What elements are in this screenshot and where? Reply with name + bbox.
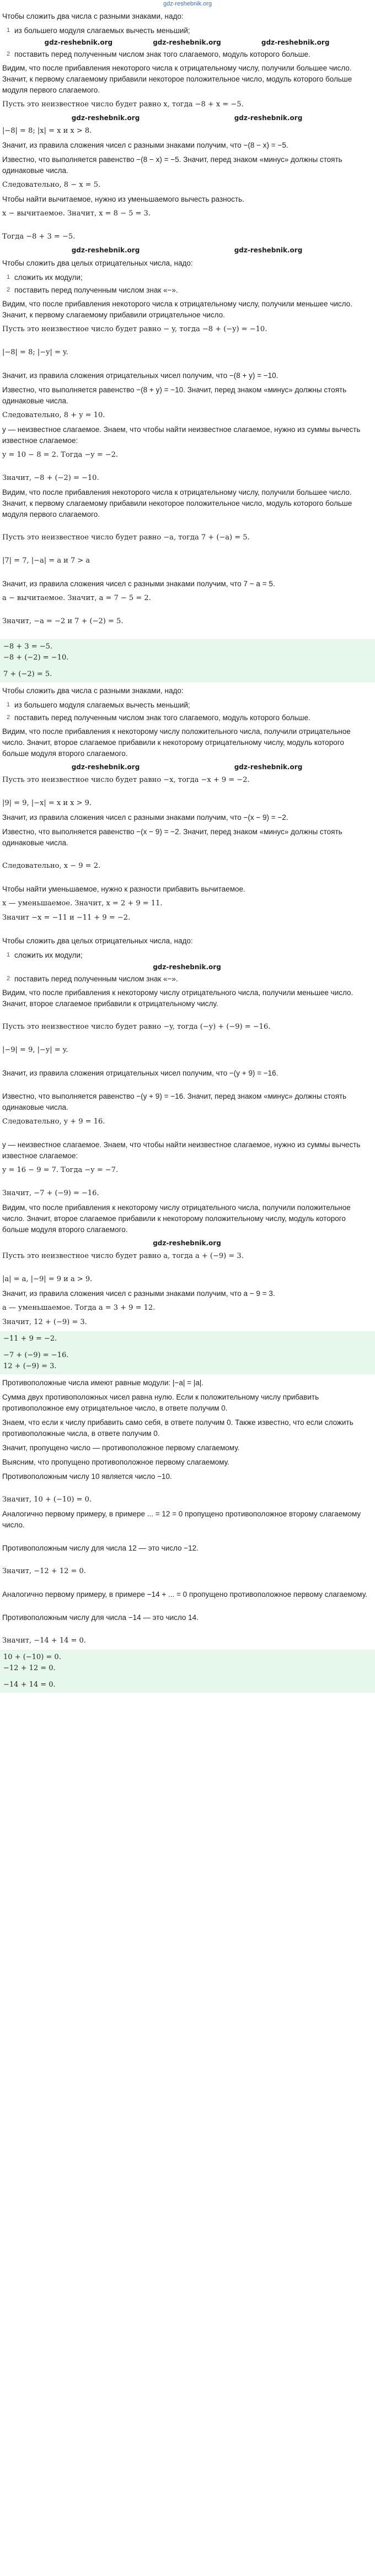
step-text: из большего модуля слагаемых вычесть меньший; (14, 701, 190, 709)
equation: Значит, −14 + 14 = 0. (2, 1637, 86, 1645)
rule-step (2, 974, 372, 984)
step-number: 2 (7, 287, 10, 293)
spacer (2, 1059, 372, 1065)
paragraph: Видим, что после прибавления некоторого числа к отрицательному числу, получили меньшее число. Значит, к первому слагаемому прибавили отрицательное число. (2, 300, 352, 319)
equation: Пусть это неизвестное число будет равно −y, тогда (−y) + (−9) = −16. (2, 1023, 271, 1031)
paragraph: Сумма двух противоположных чисел равна нулю. Если к положительному числу прибавить противоположное ему отрицательное число, в ответе получим 0. (2, 1393, 319, 1412)
step-number: 1 (7, 701, 10, 708)
paragraph: y — неизвестное слагаемое. Знаем, что чтобы найти неизвестное слагаемое, нужно из суммы вычесть известное слагаемое: (2, 1141, 361, 1160)
equation: x − вычитаемое. Значит, x = 8 − 5 = 3. (2, 209, 151, 218)
spacer (2, 223, 372, 228)
spacer (2, 1131, 372, 1136)
rule-step (2, 285, 372, 295)
step-number: 2 (7, 51, 10, 57)
watermark-row (2, 246, 372, 255)
paragraph: Видим, что после прибавления некоторого числа к отрицательному числу, получили большее число. Значит, к первому слагаемому прибавили некоторое положительное число, модуль которого больше модуля первого слагаемого. (2, 64, 352, 94)
spacer (3, 663, 372, 669)
step-text: поставить перед полученным числом знак «−». (14, 975, 178, 983)
spacer (3, 1344, 372, 1350)
paragraph: Известно, что выполняется равенство −(y + 9) = −16. Значит, перед знаком «минус» должны стоять одинаковые числа. (2, 1092, 347, 1111)
equation: Пусть это неизвестное число будет равно x, тогда −8 + x = −5. (2, 100, 244, 109)
spacer (2, 927, 372, 932)
paragraph: Противоположным числу для числа 12 — это число −12. (2, 1544, 199, 1552)
rule-step (2, 49, 372, 60)
step-number: 1 (7, 274, 10, 280)
paragraph: Значит, из правила сложения чисел с разными знаками получим, что 7 − a = 5. (2, 580, 275, 588)
equation: |a| = a, |−9| = 9 и a > 9. (2, 1275, 93, 1283)
answer-line: −14 + 14 = 0. (3, 1681, 56, 1689)
paragraph: Противоположным числу 10 является число −10. (2, 1472, 172, 1481)
equation: Следовательно, x − 9 = 2. (2, 862, 101, 870)
equation: Тогда −8 + 3 = −5. (2, 233, 76, 241)
paragraph: Видим, что после прибавления к некоторому числу отрицательного числа, получили положительное число. Значит, второе слагаемое прибавили к некоторому положительному числу, модуль которого больше модуля второго слагаемого. (2, 1203, 351, 1234)
equation: Значит, −12 + 12 = 0. (2, 1567, 86, 1575)
site-header[interactable]: gdz-reshebnik.org (163, 1, 212, 7)
answer-line: −8 + (−2) = −10. (3, 654, 69, 662)
spacer (2, 570, 372, 575)
rule-intro: Чтобы сложить два целых отрицательных числа, надо: (2, 937, 193, 945)
watermark-row (2, 963, 372, 971)
equation: y = 16 − 9 = 7. Тогда −y = −7. (2, 1166, 119, 1174)
rule-step (2, 272, 372, 283)
watermark: gdz-reshebnik.org (153, 963, 221, 971)
rule-step (2, 950, 372, 960)
equation: Значит, −8 + (−2) = −10. (2, 474, 99, 482)
watermark: gdz-reshebnik.org (234, 763, 303, 771)
spacer (2, 338, 372, 344)
step-text: поставить перед полученным числом знак «−». (14, 286, 178, 294)
paragraph: Противоположным числу для числа −14 — это число 14. (2, 1613, 199, 1622)
spacer (2, 1580, 372, 1586)
equation: x — уменьшаемое. Значит, x = 2 + 9 = 11. (2, 899, 163, 908)
step-text: поставить перед полученным числом знак того слагаемого, модуль которого больше. (14, 50, 310, 58)
step-number: 2 (7, 975, 10, 982)
equation: a — уменьшаемое. Тогда a = 3 + 9 = 12. (2, 1304, 156, 1312)
spacer (2, 1534, 372, 1540)
spacer (2, 607, 372, 613)
paragraph: Значит, из правила сложения отрицательных чисел получим, что −(8 + y) = −10. (2, 371, 278, 380)
rule-intro: Чтобы сложить два числа с разными знаками, надо: (2, 12, 184, 20)
equation: |9| = 9, |−x| = x и x > 9. (2, 799, 92, 807)
rule-step (2, 700, 372, 710)
paragraph: Видим, что после прибавления к некоторому числу отрицательного числа, получили меньшее число. Значит, второе слагаемое прибавили к отрицательному числу. (2, 989, 353, 1008)
paragraph: Значит, из правила сложения чисел с разными знаками получим, что a − 9 = 3. (2, 1289, 275, 1298)
equation: Пусть это неизвестное число будет равно −a, тогда 7 + (−a) = 5. (2, 533, 250, 542)
equation: Пусть это неизвестное число будет равно a, тогда a + (−9) = 3. (2, 1252, 244, 1260)
watermark-row (2, 38, 372, 47)
paragraph: Видим, что после прибавления к некоторому числу положительного числа, получили отрицательное число. Значит, второе слагаемое прибавили к некоторому отрицательному числу, модуль которого больше модуля второго слагаемого. (2, 727, 351, 758)
equation: |−8| = 8; |x| = x и x > 8. (2, 127, 92, 135)
paragraph: y — неизвестное слагаемое. Знаем, что чтобы найти неизвестное слагаемое, нужно из суммы вычесть известное слагаемое: (2, 425, 361, 445)
step-number: 2 (7, 714, 10, 721)
spacer (2, 1603, 372, 1609)
watermark: gdz-reshebnik.org (71, 763, 140, 771)
spacer (2, 630, 372, 636)
equation: |7| = 7, |−a| = a и 7 > a (2, 557, 90, 565)
step-number: 1 (7, 27, 10, 34)
watermark: gdz-reshebnik.org (153, 39, 221, 46)
rule-step (2, 25, 372, 36)
spacer (2, 1557, 372, 1563)
paragraph: Известно, что выполняется равенство −(x − 9) = −2. Значит, перед знаком «минус» должны стоять одинаковые числа. (2, 828, 342, 847)
paragraph: Значит, пропущено число — противоположное первому слагаемому. (2, 1444, 240, 1452)
spacer (2, 547, 372, 552)
spacer (3, 1674, 372, 1679)
paragraph: Выясним, что пропущено противоположное первому слагаемому. (2, 1458, 229, 1466)
equation: Пусть это неизвестное число будет равно − y, тогда −8 + (−y) = −10. (2, 325, 267, 333)
paragraph: Известно, что выполняется равенство −(8 + y) = −10. Значит, перед знаком «минус» должны стоять одинаковые числа. (2, 386, 347, 405)
paragraph: Чтобы найти уменьшаемое, нужно к разности прибавить вычитаемое. (2, 885, 245, 893)
watermark: gdz-reshebnik.org (261, 39, 330, 46)
watermark: gdz-reshebnik.org (153, 1239, 221, 1247)
answer-line: −12 + 12 = 0. (3, 1664, 56, 1672)
spacer (2, 875, 372, 881)
step-text: сложить их модули; (14, 951, 83, 959)
paragraph: Аналогично первому примеру, в примере −14 + ... = 0 пропущено противоположное первому слагаемому. (2, 1590, 367, 1598)
equation: Следовательно, 8 − x = 5. (2, 181, 101, 189)
paragraph: Знаем, что если к числу прибавить само себя, в ответе получим 0. Также известно, что если сложить противоположные числа, в ответе получим 0. (2, 1418, 353, 1438)
step-text: сложить их модули; (14, 273, 83, 282)
watermark: gdz-reshebnik.org (234, 246, 303, 254)
spacer (2, 1082, 372, 1088)
watermark-row (2, 114, 372, 122)
paragraph: Значит, из правила сложения отрицательных чисел получим, что −(y + 9) = −16. (2, 1069, 278, 1077)
solution-content (0, 11, 375, 1693)
paragraph: Значит, из правила сложения чисел с разными знаками получим, что −(x − 9) = −2. (2, 813, 288, 822)
answer-box (0, 639, 375, 682)
spacer (2, 789, 372, 795)
equation: a − вычитаемое. Значит, a = 7 − 5 = 2. (2, 594, 151, 602)
answer-line: −7 + (−9) = −16. (3, 1351, 69, 1359)
watermark: gdz-reshebnik.org (44, 39, 113, 46)
equation: Значит, 12 + (−9) = 3. (2, 1318, 87, 1326)
answer-line: −8 + 3 = −5. (3, 642, 53, 651)
equation: Следовательно, y + 9 = 16. (2, 1117, 105, 1126)
paragraph: Чтобы найти вычитаемое, нужно из уменьшаемого вычесть разность. (2, 195, 244, 203)
step-text: поставить перед полученным числом знак того слагаемого, модуль которого больше. (14, 714, 310, 722)
equation: Значит, −a = −2 и 7 + (−2) = 5. (2, 617, 124, 625)
equation: |−8| = 8; |−y| = y. (2, 348, 68, 357)
paragraph: Аналогично первому примеру, в примере ... = 12 = 0 пропущено противоположное второму слагаемому число. (2, 1510, 361, 1529)
spacer (2, 1179, 372, 1185)
step-text: из большего модуля слагаемых вычесть меньший; (14, 26, 190, 35)
watermark: gdz-reshebnik.org (234, 114, 303, 122)
paragraph: Видим, что после прибавления некоторого числа к отрицательному числу, получили большее число. Значит, к первому слагаемому прибавили некоторое положительное число, модуль которого больше модуля первого слагаемого. (2, 488, 352, 519)
equation: Пусть это неизвестное число будет равно −x, тогда −x + 9 = −2. (2, 776, 250, 784)
answer-line: 12 + (−9) = 3. (3, 1362, 57, 1370)
paragraph: Противоположные числа имеют равные модули: |−a| = |a|. (2, 1379, 203, 1387)
watermark: gdz-reshebnik.org (71, 246, 140, 254)
spacer (2, 1036, 372, 1041)
equation: Значит, −7 + (−9) = −16. (2, 1189, 99, 1197)
equation: |−9| = 9, |−y| = y. (2, 1046, 68, 1054)
answer-line: −11 + 9 = −2. (3, 1335, 57, 1343)
spacer (2, 1265, 372, 1271)
rule-intro: Чтобы сложить два числа с разными знаками, надо: (2, 687, 184, 695)
equation: Следовательно, 8 + y = 10. (2, 411, 105, 419)
answer-box (0, 1331, 375, 1374)
spacer (2, 361, 372, 367)
step-number: 1 (7, 952, 10, 958)
answer-box (0, 1650, 375, 1693)
watermark-row (2, 763, 372, 771)
spacer (2, 1627, 372, 1632)
paragraph: Известно, что выполняется равенство −(8 − x) = −5. Значит, перед знаком «минус» должны стоять одинаковые числа. (2, 155, 342, 175)
answer-line: 10 + (−10) = 0. (3, 1653, 61, 1661)
rule-intro: Чтобы сложить два целых отрицательных числа, надо: (2, 259, 193, 267)
spacer (2, 464, 372, 469)
watermark-row (2, 1239, 372, 1248)
spacer (2, 1486, 372, 1491)
equation: y = 10 − 8 = 2. Тогда −y = −2. (2, 451, 119, 459)
spacer (2, 523, 372, 529)
equation: Значит, 10 + (−10) = 0. (2, 1495, 92, 1504)
watermark: gdz-reshebnik.org (71, 114, 140, 122)
paragraph: Значит, из правила сложения чисел с разными знаками получим, что −(8 − x) = −5. (2, 141, 288, 149)
answer-line: 7 + (−2) = 5. (3, 670, 52, 678)
rule-step (2, 712, 372, 723)
spacer (2, 1013, 372, 1018)
equation: Значит −x = −11 и −11 + 9 = −2. (2, 914, 131, 922)
spacer (2, 852, 372, 857)
